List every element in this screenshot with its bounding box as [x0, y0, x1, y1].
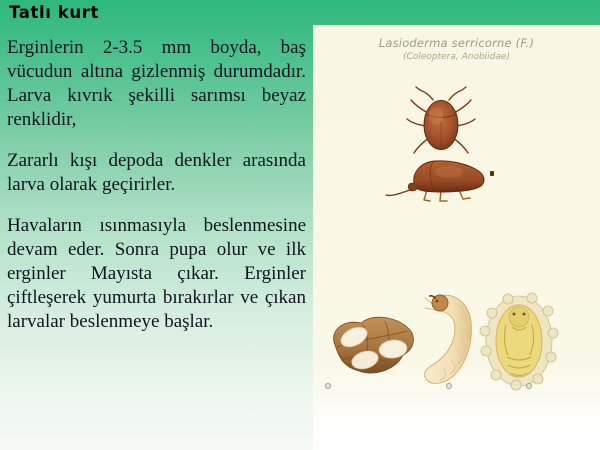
figure-marker-circle: [446, 383, 452, 389]
pupa-in-cell-icon: [476, 291, 564, 393]
figure-marker-circle: [526, 383, 532, 389]
actual-size-dot-icon: [490, 171, 494, 176]
larva-icon: [413, 290, 481, 394]
figure-caption: [313, 36, 600, 62]
page-title: Tatlı kurt: [9, 3, 99, 22]
adult-beetle-lateral-icon: [383, 152, 495, 204]
species-classification: (Coleoptera, Anobiidae): [403, 52, 510, 62]
eggs-on-substrate-icon: [323, 297, 420, 397]
paragraph-overwintering: Zararlı kışı depoda denkler arasında larva olarak geçirirler.: [7, 150, 306, 195]
species-title: Lasioderma serricorne (F.): [378, 36, 535, 50]
figure-marker-circle: [325, 383, 331, 389]
adult-beetle-dorsal-icon: [403, 83, 479, 161]
paragraph-adult-description: Erginlerin 2-3.5 mm boyda, baş vücudun altına gizlenmiş durumdadır. Larva kıvrık şekilli sarımsı beyaz renklidir,: [7, 37, 306, 130]
body-text-column: [7, 36, 306, 351]
paragraph-lifecycle: Havaların ısınmasıyla beslenmesine devam eder. Sonra pupa olur ve ilk erginler Mayısta çıkar. Erginler çiftleşerek yumurta bırakırlar ve çıkan larvalar beslenmeye başlar.: [7, 215, 306, 332]
figure-plate: [313, 25, 600, 450]
